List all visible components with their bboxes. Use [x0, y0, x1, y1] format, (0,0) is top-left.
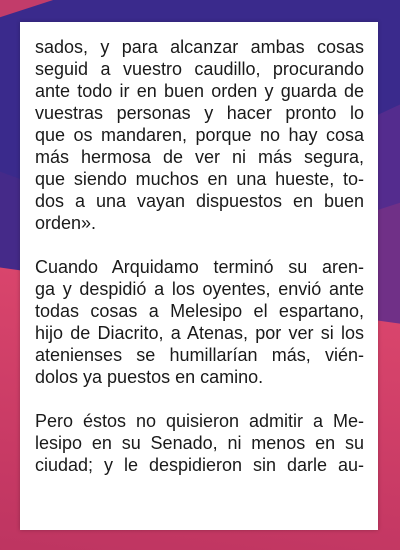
paragraph-1 — [35, 36, 364, 234]
text-line: dos a una vayan dispuestos en buen — [35, 191, 364, 211]
text-line: que siendo muchos en una hueste, to- — [35, 169, 364, 189]
text-line: atenienses se humillarían más, vién- — [35, 345, 364, 365]
text-line: hijo de Diacrito, a Atenas, por ver si los — [35, 323, 364, 343]
text-line: lesipo en su Senado, ni menos en su — [35, 433, 364, 453]
text-line: Cuando Arquidamo terminó su aren- — [35, 257, 364, 277]
paragraph-3 — [35, 410, 364, 476]
text-line: orden». — [35, 213, 97, 233]
text-line: ciudad; y le despidieron sin darle au- — [35, 455, 364, 475]
page-text — [35, 36, 364, 498]
text-line: seguid a vuestro caudillo, procurando — [35, 59, 364, 79]
text-line: todas cosas a Melesipo el espartano, — [35, 301, 364, 321]
text-line: dolos ya puestos en camino. — [35, 367, 264, 387]
text-line: Pero éstos no quisieron admitir a Me- — [35, 411, 364, 431]
text-line: ante todo ir en buen orden y guarda de — [35, 81, 364, 101]
text-line: vuestras personas y hacer pronto lo — [35, 103, 364, 123]
paragraph-2 — [35, 256, 364, 388]
text-line: que os mandaren, porque no hay cosa — [35, 125, 364, 145]
text-line: más hermosa de ver ni más segura, — [35, 147, 364, 167]
document-page — [20, 22, 378, 530]
text-line: ga y despidió a los oyentes, envió ante — [35, 279, 364, 299]
text-line: sados, y para alcanzar ambas cosas — [35, 37, 364, 57]
